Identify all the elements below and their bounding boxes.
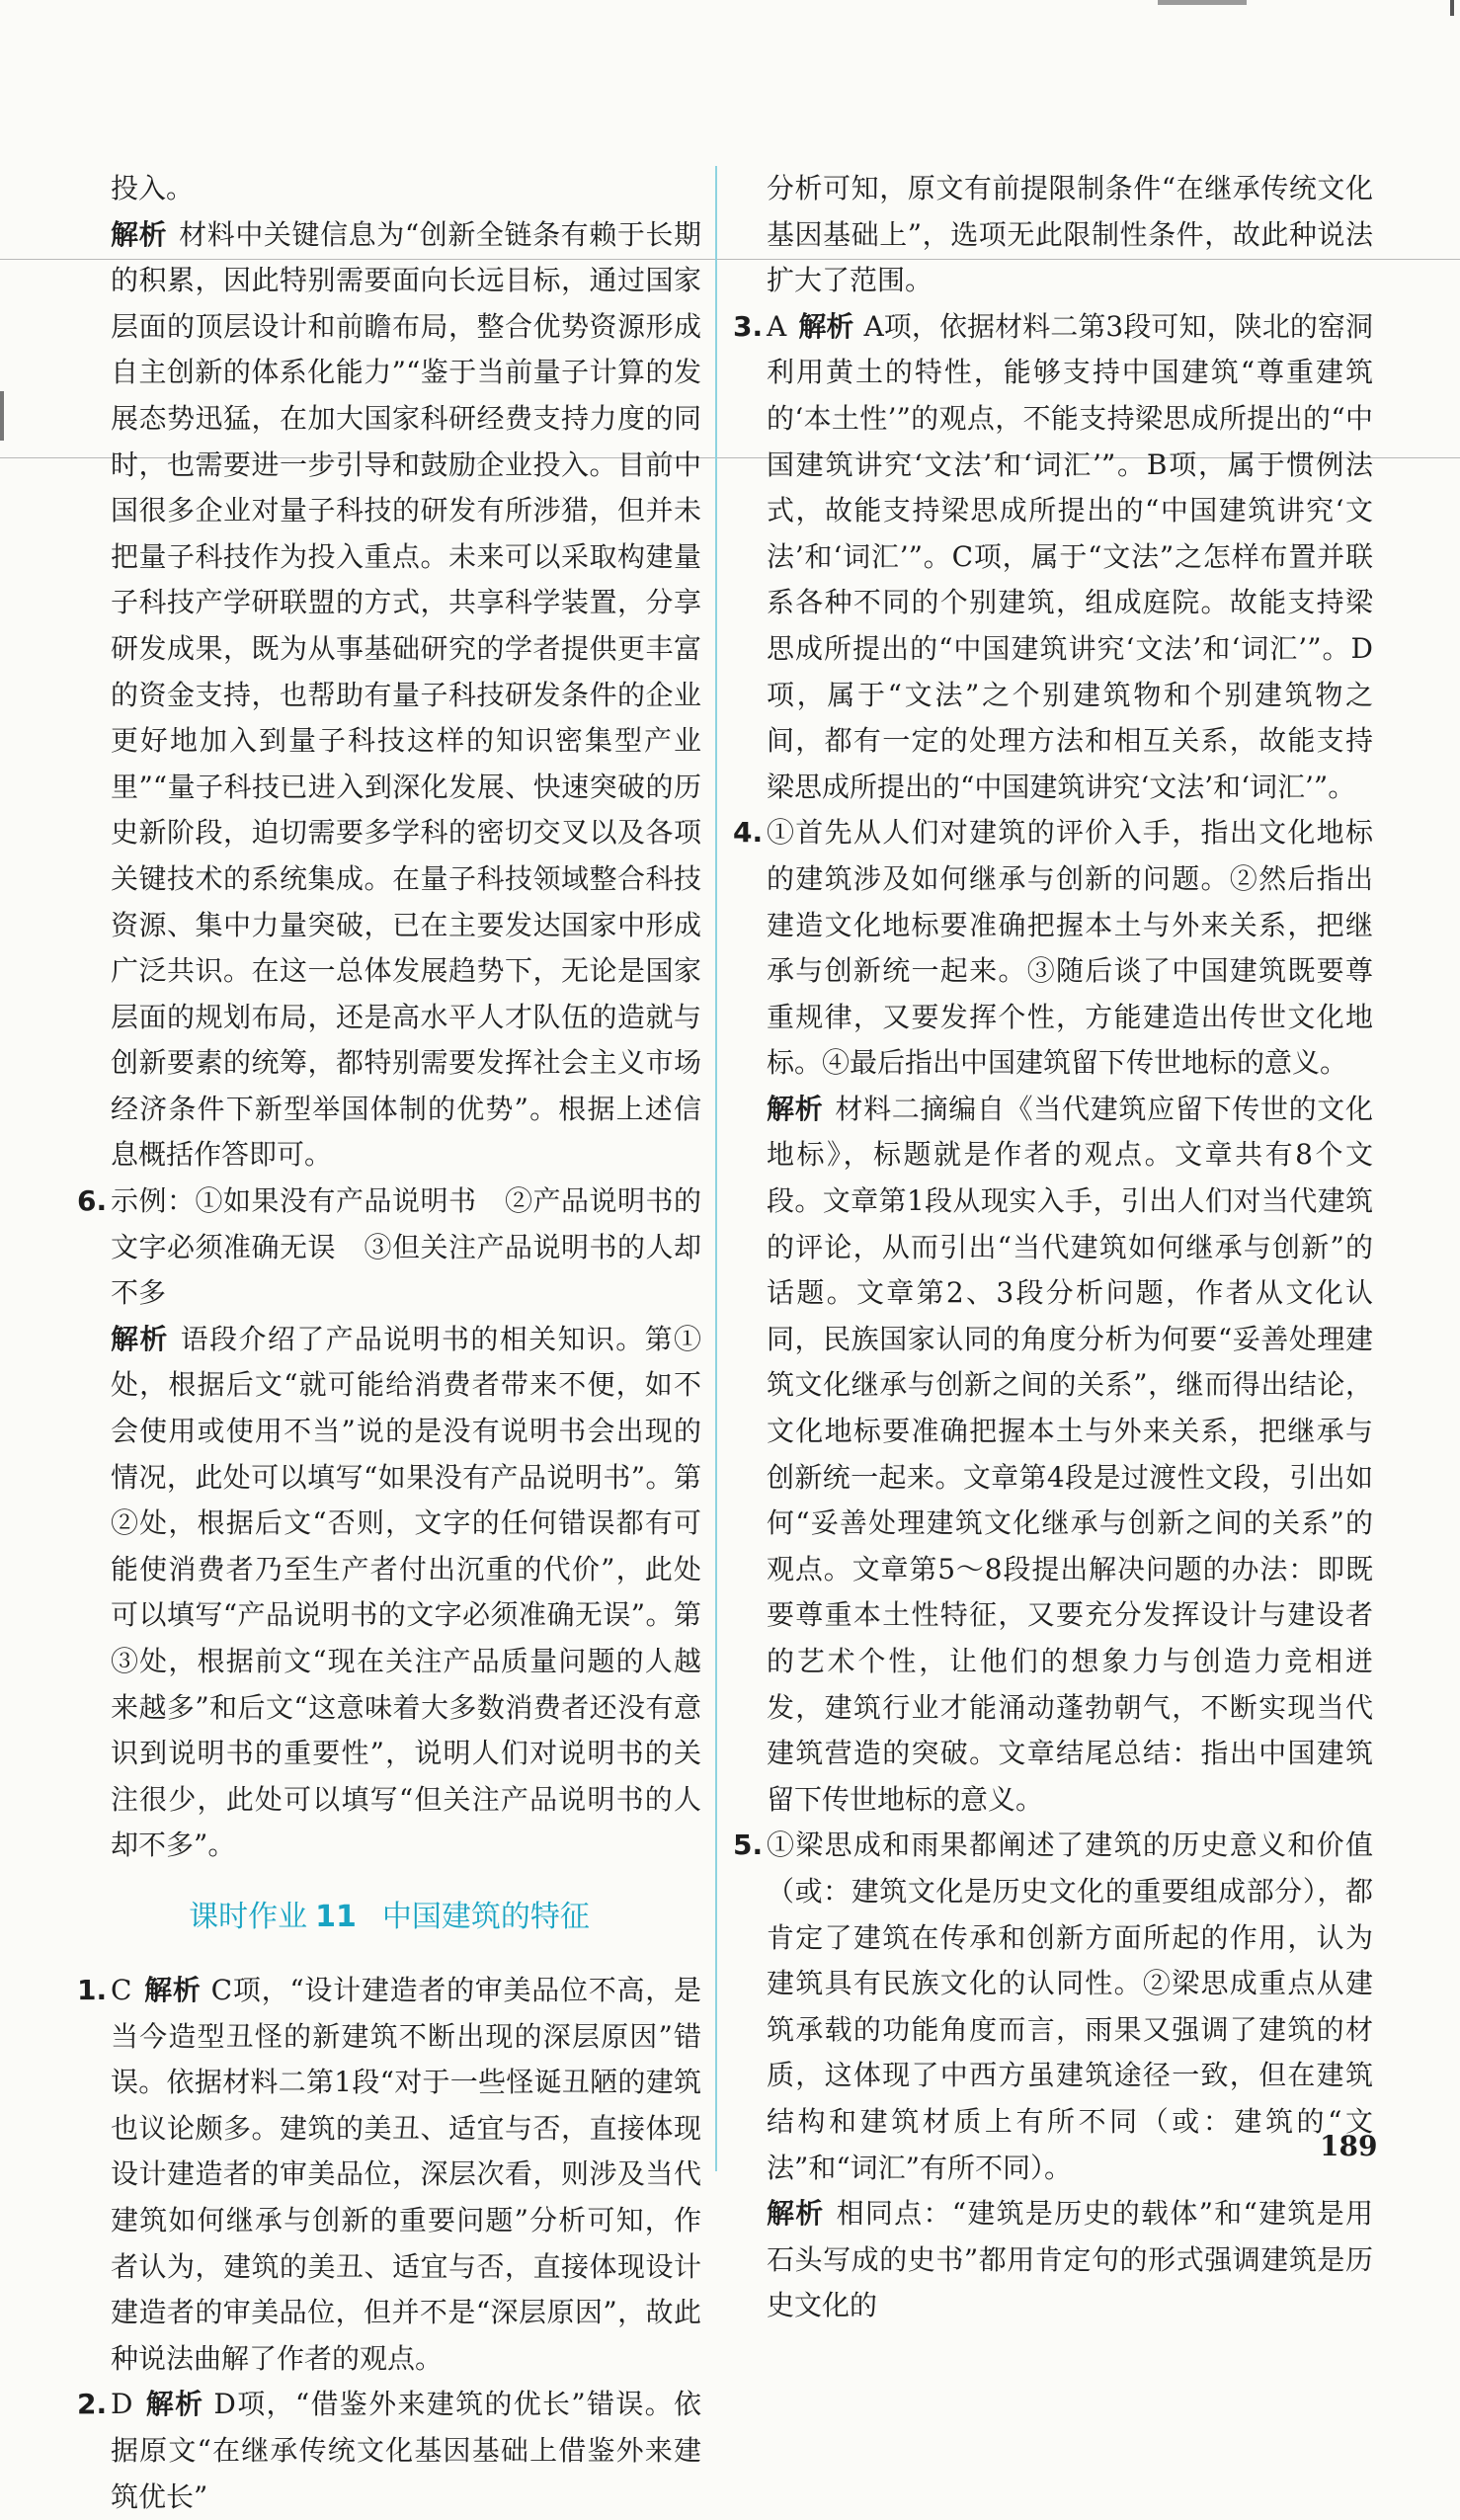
analysis-label: 解析 xyxy=(111,217,168,251)
analysis-label: 解析 xyxy=(767,2197,825,2231)
analysis-label: 解析 xyxy=(798,309,854,343)
question-4 xyxy=(733,810,1373,1823)
question-1: 1. C 解析 C项，“设计建造者的审美品位不高，是当今造型丑怪的新建筑不断出现的深层原因”错误。依据材料二第1段“对于一些怪诞丑陋的建筑也议论颇多。建筑的美丑、适宜与否，直接体现设计建造者的审美品位，深层次看，则涉及当代建筑如何继承与创新的重要问题”分析可知，作者认为，建筑的美丑、适宜与否，直接体现设计建造者的审美品位，但并不是“深层原因”，故此种说法曲解了作者的观点。 xyxy=(77,1968,701,2382)
question-6 xyxy=(77,1179,701,1869)
answer-choice: A xyxy=(767,309,787,343)
top-mark xyxy=(1158,0,1247,5)
column-divider xyxy=(715,166,717,2171)
answer-text: 示例：①如果没有产品说明书 ②产品说明书的文字必须准确无误 ③但关注产品说明书的人却不多 xyxy=(111,1184,701,1310)
answer-choice: D xyxy=(111,2388,133,2421)
analysis-label: 解析 xyxy=(144,2388,204,2421)
question-2: 2. D 解析 D项，“借鉴外来建筑的优长”错误。依据原文“在继承传统文化基因基础上借鉴外来建筑优长” xyxy=(77,2382,701,2520)
question-5 xyxy=(733,1823,1373,2329)
question-number: 5. xyxy=(733,1829,764,1862)
analysis-label: 解析 xyxy=(767,1092,824,1125)
continuation-text: 投入。 解析 材料中关键信息为“创新全链条有赖于长期的积累，因此特别需要面向长远目标，通过国家层面的顶层设计和前瞻布局，整合优势资源形成自主创新的体系化能力”“鉴于当前量子计算的发展态势迅猛，在加大国家科研经费支持力度的同时，也需要进一步引导和鼓励企业投入。目前中国很多企业对量子科技的研发有所涉猎，但并未把量子科技作为投入重点。未来可以采取构建量子科技产学研联盟的方式，共享科学装置，分享研发成果，既为从事基础研究的学者提供更丰富的资金支持，也帮助有量子科技研发条件的企业更好地加入到量子科技这样的知识密集型产业里”“量子科技已进入到深化发展、快速突破的历史新阶段，迫切需要多学科的密切交叉以及各项关键技术的系统集成。在量子科技领域整合科技资源、集中力量突破，已在主要发达国家中形成广泛共识。在这一总体发展趋势下，无论是国家层面的规划布局，还是高水平人才队伍的造就与创新要素的统筹，都特别需要发挥社会主义市场经济条件下新型举国体制的优势”。根据上述信息概括作答即可。 xyxy=(77,166,701,1179)
analysis-paragraph: 解析 语段介绍了产品说明书的相关知识。第①处，根据后文“就可能给消费者带来不便，如不会使用或使用不当”说的是没有说明书会出现的情况，此处可以填写“如果没有产品说明书”。第②处，根据后文“否则，文字的任何错误都有可能使消费者乃至生产者付出沉重的代价”，此处可以填写“产品说明书的文字必须准确无误”。第③处，根据前文“现在关注产品质量问题的人越来越多”和后文“这意味着大多数消费者还没有意识到说明书的重要性”，说明人们对说明书的关注很少，此处可以填写“但关注产品说明书的人却不多”。 xyxy=(111,1322,701,1862)
analysis-label: 解析 xyxy=(111,1322,169,1355)
question-number: 3. xyxy=(733,309,764,343)
answer-text: ①首先从人们对建筑的评价入手，指出文化地标的建筑涉及如何继承与创新的问题。②然后指出建造文化地标要准确把握本土与外来关系，把继承与创新统一起来。③随后谈了中国建筑既要尊重规律，又要发挥个性，方能建造出传世文化地标。④最后指出中国建筑留下传世地标的意义。 xyxy=(767,816,1373,1080)
edge-mark xyxy=(0,391,4,441)
continuation-text: 分析可知，原文有前提限制条件“在继承传统文化基因基础上”，选项无此限制性条件，故此种说法扩大了范围。 xyxy=(767,172,1373,297)
question-number: 6. xyxy=(77,1184,108,1218)
section-title: 课时作业 11 中国建筑的特征 xyxy=(189,1899,590,1934)
analysis-paragraph: 解析 材料二摘编自《当代建筑应留下传世的文化地标》，标题就是作者的观点。文章共有8个文段。文章第1段从现实入手，引出人们对当代建筑的评论，从而引出“当代建筑如何继承与创新”的话题。文章第2、3段分析问题，作者从文化认同，民族国家认同的角度分析为何要“妥善处理建筑文化继承与创新之间的关系”，继而得出结论，文化地标要准确把握本土与外来关系，把继承与创新统一起来。文章第4段是过渡性文段，引出如何“妥善处理建筑文化继承与创新之间的关系”的观点。文章第5～8段提出解决问题的办法：即既要尊重本土性特征，又要充分发挥设计与建设者的艺术个性，让他们的想象力与创造力竞相迸发，建筑行业才能涌动蓬勃朝气，不断实现当代建筑营造的突破。文章结尾总结：指出中国建筑留下传世地标的意义。 xyxy=(767,1092,1373,1816)
question-number: 1. xyxy=(77,1973,108,2006)
answer-choice: C xyxy=(111,1973,132,2006)
corner-mark xyxy=(1450,0,1454,16)
question-3: 3. A 解析 A项，依据材料二第3段可知，陕北的窑洞利用黄土的特性，能够支持中国建筑“尊重建筑的‘本土性’”的观点，不能支持梁思成所提出的“中国建筑讲究‘文法’和‘词汇’”。B项，属于惯例法式，故能支持梁思成所提出的“中国建筑讲究‘文法’和‘词汇’”。C项，属于“文法”之怎样布置并联系各种不同的个别建筑，组成庭院。故能支持梁思成所提出的“中国建筑讲究‘文法’和‘词汇’”。D项，属于“文法”之个别建筑物和个别建筑物之间，都有一定的处理方法和相互关系，故能支持梁思成所提出的“中国建筑讲究‘文法’和‘词汇’”。 xyxy=(733,304,1373,811)
analysis-paragraph: 解析 相同点：“建筑是历史的载体”和“建筑是用石头写成的史书”都用肯定句的形式强调建筑是历史文化的 xyxy=(767,2197,1373,2322)
question-number: 4. xyxy=(733,816,764,850)
left-column xyxy=(77,166,701,2520)
question-number: 2. xyxy=(77,2388,108,2421)
analysis-label: 解析 xyxy=(143,1973,202,2006)
page-number: 189 xyxy=(1320,2130,1378,2162)
answer-text: ①梁思成和雨果都阐述了建筑的历史意义和价值（或：建筑文化是历史文化的重要组成部分），都肯定了建筑在传承和创新方面所起的作用，认为建筑具有民族文化的认同性。②梁思成重点从建筑承载的功能角度而言，雨果又强调了建筑的材质，这体现了中西方虽建筑途径一致，但在建筑结构和建筑材质上有所不同（或：建筑的“文法”和“词汇”有所不同）。 xyxy=(767,1829,1373,2184)
right-column xyxy=(733,166,1373,2329)
analysis-paragraph: 解析 材料中关键信息为“创新全链条有赖于长期的积累，因此特别需要面向长远目标，通过国家层面的顶层设计和前瞻布局，整合优势资源形成自主创新的体系化能力”“鉴于当前量子计算的发展态势迅猛，在加大国家科研经费支持力度的同时，也需要进一步引导和鼓励企业投入。目前中国很多企业对量子科技的研发有所涉猎，但并未把量子科技作为投入重点。未来可以采取构建量子科技产学研联盟的方式，共享科学装置，分享研发成果，既为从事基础研究的学者提供更丰富的资金支持，也帮助有量子科技研发条件的企业更好地加入到量子科技这样的知识密集型产业里”“量子科技已进入到深化发展、快速突破的历史新阶段，迫切需要多学科的密切交叉以及各项关键技术的系统集成。在量子科技领域整合科技资源、集中力量突破，已在主要发达国家中形成广泛共识。在这一总体发展趋势下，无论是国家层面的规划布局，还是高水平人才队伍的造就与创新要素的统筹，都特别需要发挥社会主义市场经济条件下新型举国体制的优势”。根据上述信息概括作答即可。 xyxy=(111,217,701,1172)
